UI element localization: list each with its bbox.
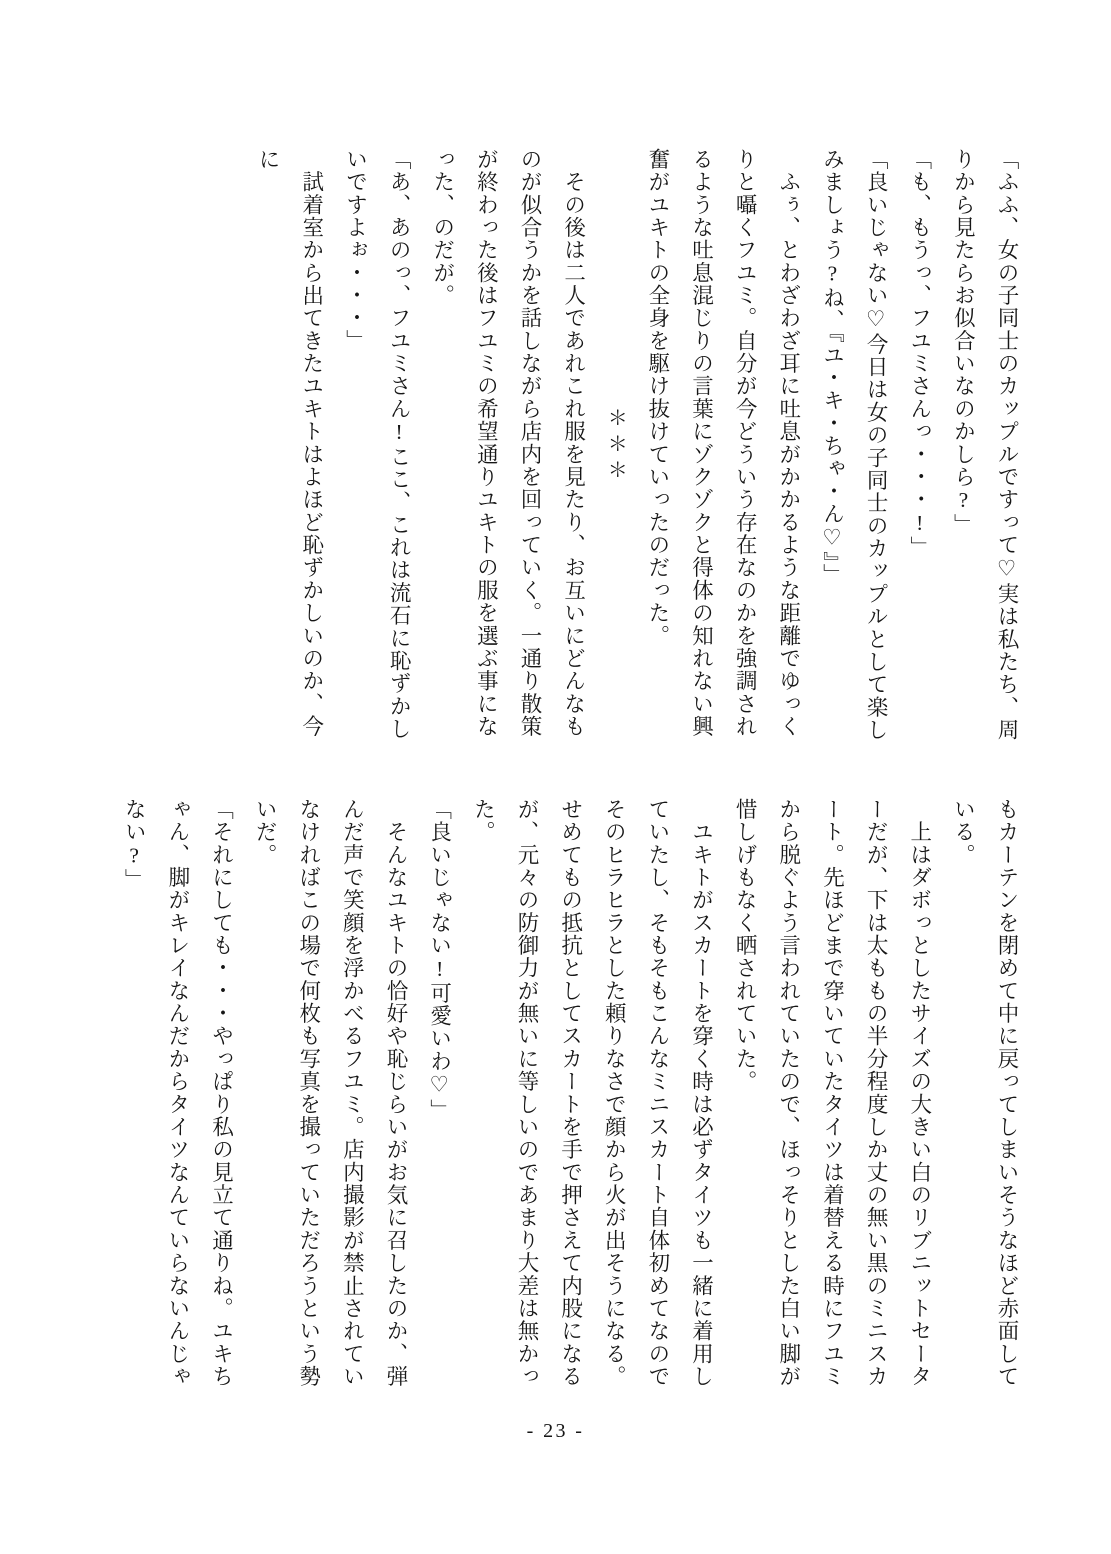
narration-paragraph: ふぅ、とわざわざ耳に吐息がかかるような距離でゆっくりと囁くフユミ。自分が今どういう存在なのかを強調されるような吐息混じりの言葉にゾクゾクと得体の知れない興奮がユキトの全身を駆け抜けていったのだった。: [645, 148, 801, 738]
narration-paragraph: もカーテンを閉めて中に戻ってしまいそうなほど赤面している。: [951, 798, 1019, 1388]
page-number: - 23 -: [526, 1420, 585, 1442]
narration-paragraph: そんなユキトの恰好や恥じらいがお気に召したのか、弾んだ声で笑顔を浮かべるフユミ。店内撮影が禁止されていなければこの場で何枚も写真を撮っていただろうという勢いだ。: [253, 798, 409, 1388]
dialogue-line: 「ふふ、女の子同士のカップルですって♡実は私たち、周りから見たらお似合いなのかしら?」: [951, 148, 1019, 742]
text-block-upper: [148, 148, 1028, 744]
dialogue-line: 「あ、あのっ、フユミさん!ここ、これは流石に恥ずかしいですよぉ・・・」: [343, 148, 412, 741]
scene-divider: ＊＊＊: [604, 407, 627, 485]
narration-paragraph: 上はダボっとしたサイズの大きい白のリブニットセーターだが、下は太ももの半分程度しか丈の無い黒のミニスカート。先ほどまで穿いていたタイツは着替える時にフユミから脱ぐよう言われていたので、ほっそりとした白い脚が惜しげもなく晒されていた。: [733, 798, 932, 1388]
dialogue-line: 「も、もうっ、フユミさんっ・・・!」: [907, 148, 932, 559]
dialogue-line: 「良いじゃない♡今日は女の子同士のカップルとして楽しみましょう?ね、『ユ・キ・ちゃ・ん♡』」: [820, 148, 889, 742]
dialogue-line: 「それにしても・・・やっぱり私の見立て通りね。ユキちゃん、脚がキレイなんだからタイツなんていらないんじゃない?」: [122, 798, 234, 1388]
narration-paragraph: ユキトがスカートを穿く時は必ずタイツも一緒に着用していたし、そもそもこんなミニスカート自体初めてなのでそのヒラヒラとした頼りなさで顔から火が出そうになる。せめてもの抵抗としてスカートを手で押さえて内股になるが、元々の防御力が無いに等しいのであまり大差は無かった。: [471, 798, 714, 1388]
narration-paragraph: 試着室から出てきたユキトはよほど恥ずかしいのか、今に: [256, 148, 324, 738]
narration-paragraph: その後は二人であれこれ服を見たり、お互いにどんなものが似合うかを話しながら店内を回っていく。一通り散策が終わった後はフユミの希望通りユキトの服を選ぶ事になった、のだが。: [430, 148, 586, 738]
dialogue-line: 「良いじゃない!可愛いわ♡」: [427, 798, 452, 1122]
text-block-lower: [122, 798, 1028, 1398]
